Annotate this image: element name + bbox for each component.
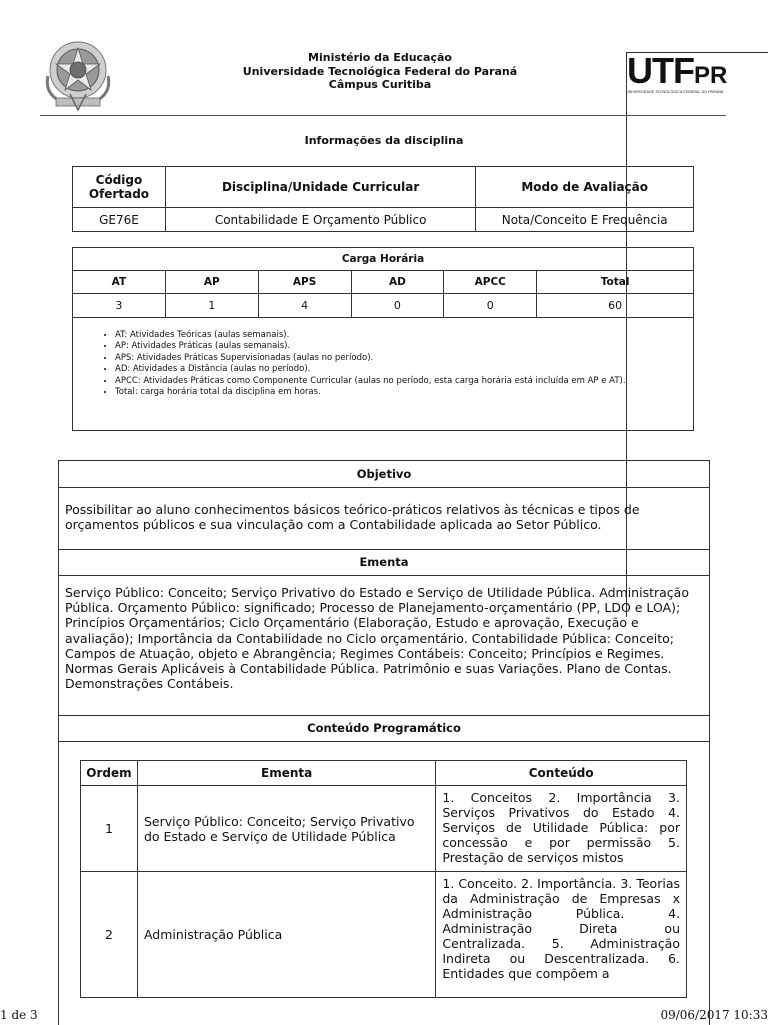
header-modo-avaliacao: Modo de Avaliação xyxy=(476,167,694,208)
program-table xyxy=(80,760,687,998)
ap-value: 1 xyxy=(165,294,258,318)
conteudo-cell: 1. Conceito. 2. Importância. 3. Teorias da Administração de Empresas x Administração Pública. 4. Administração Direta ou Centralizada. 5. Administração Indireta ou Descentralizada. 6. Entidades que compõem a xyxy=(436,872,687,998)
utfpr-logo xyxy=(626,52,728,92)
document-header xyxy=(40,36,728,114)
aps-value: 4 xyxy=(258,294,351,318)
conteudo-cell: 1. Conceitos 2. Importância 3. Serviços Privativos do Estado 4. Serviços de Utilidade Pública: por concessão e por permissão 5. Prestação de serviços mistos xyxy=(436,786,687,872)
ementa-text: Serviço Público: Conceito; Serviço Privativo do Estado e Serviço de Utilidade Pública. Administração Pública. Orçamento Público: significado; Processo de Planejamento-orçamentário (PP, LDO e LOA); Princípios Orçamentários; Ciclo Orçamentário (Elaboração, Estudo e aprovação, Execução e avaliação); Importância da Contabilidade no Ciclo orçamentário. Contabilidade Pública: Conceito; Campos de Atuação, objeto e Abrangência; Regimes Contábeis: Conceito; Princípios e Regimes. Normas Gerais Aplicáveis à Contabilidade Pública. Patrimônio e suas Variações. Plano de Contas. Demonstrações Contábeis. xyxy=(65,585,689,692)
codigo-value: GE76E xyxy=(73,208,166,232)
header-ap: AP xyxy=(165,271,258,294)
header-ad: AD xyxy=(351,271,444,294)
disciplina-value: Contabilidade E Orçamento Público xyxy=(165,208,475,232)
modo-avaliacao-value: Nota/Conceito E Frequência xyxy=(476,208,694,232)
at-value: 3 xyxy=(73,294,166,318)
workload-notes-list xyxy=(73,330,693,398)
ementa-title: Ementa xyxy=(59,550,709,576)
objective-text: Possibilitar ao aluno conhecimentos básicos teórico-práticos relativos às técnicas e tipos de orçamentos públicos e sua vinculação com a Contabilidade aplicada ao Setor Público. xyxy=(65,502,640,533)
note-item: • AT: Atividades Teóricas (aulas semanais). xyxy=(115,330,693,341)
note-item: • AD: Atividades a Distância (aulas no período). xyxy=(115,364,693,375)
course-details-block xyxy=(58,460,710,1025)
workload-notes xyxy=(73,318,694,431)
logo-subtitle: UNIVERSIDADE TECNOLÓGICA FEDERAL DO PARANÁ xyxy=(626,90,724,94)
table-row xyxy=(81,786,687,872)
workload-title: Carga Horária xyxy=(73,248,694,271)
header-conteudo: Conteúdo xyxy=(436,761,687,786)
note-item: • APS: Atividades Práticas Supervisionadas (aulas no período). xyxy=(115,353,693,364)
university-name: Universidade Tecnológica Federal do Paraná xyxy=(242,64,518,78)
header-disciplina: Disciplina/Unidade Curricular xyxy=(165,167,475,208)
program-title: Conteúdo Programático xyxy=(59,716,709,742)
ministry-name: Ministério da Educação xyxy=(308,51,452,64)
total-value: 60 xyxy=(537,294,694,318)
ordem-cell: 1 xyxy=(81,786,138,872)
logo-pr-text: PR xyxy=(693,62,728,89)
note-item: • Total: carga horária total da disciplina em horas. xyxy=(115,387,693,398)
apcc-value: 0 xyxy=(444,294,537,318)
ementa-cell: Administração Pública xyxy=(137,872,435,998)
note-item: • APCC: Atividades Práticas como Componente Curricular (aulas no período, esta carga horária está incluída em AP e AT). xyxy=(115,376,693,387)
brazil-coat-of-arms-emblem xyxy=(40,36,116,112)
header-total: Total xyxy=(537,271,694,294)
discipline-table xyxy=(72,166,694,232)
header-divider xyxy=(40,115,726,116)
logo-main-text: UTF xyxy=(627,50,694,91)
page-number: 1 de 3 xyxy=(0,1008,38,1022)
note-item: • AP: Atividades Práticas (aulas semanais). xyxy=(115,341,693,352)
header-ordem: Ordem xyxy=(81,761,138,786)
header-aps: APS xyxy=(258,271,351,294)
header-apcc: APCC xyxy=(444,271,537,294)
ad-value: 0 xyxy=(351,294,444,318)
campus-name: Câmpus Curitiba xyxy=(328,78,432,91)
header-codigo: Código Ofertado xyxy=(73,167,166,208)
header-at: AT xyxy=(73,271,166,294)
institution-heading xyxy=(190,51,570,92)
table-row xyxy=(81,872,687,998)
ementa-cell: Serviço Público: Conceito; Serviço Privativo do Estado e Serviço de Utilidade Pública xyxy=(137,786,435,872)
objective-title: Objetivo xyxy=(59,461,709,488)
header-ementa: Ementa xyxy=(137,761,435,786)
workload-table xyxy=(72,247,694,431)
print-datetime: 09/06/2017 10:33 xyxy=(660,1008,768,1022)
ordem-cell: 2 xyxy=(81,872,138,998)
section-title: Informações da disciplina xyxy=(304,134,464,147)
